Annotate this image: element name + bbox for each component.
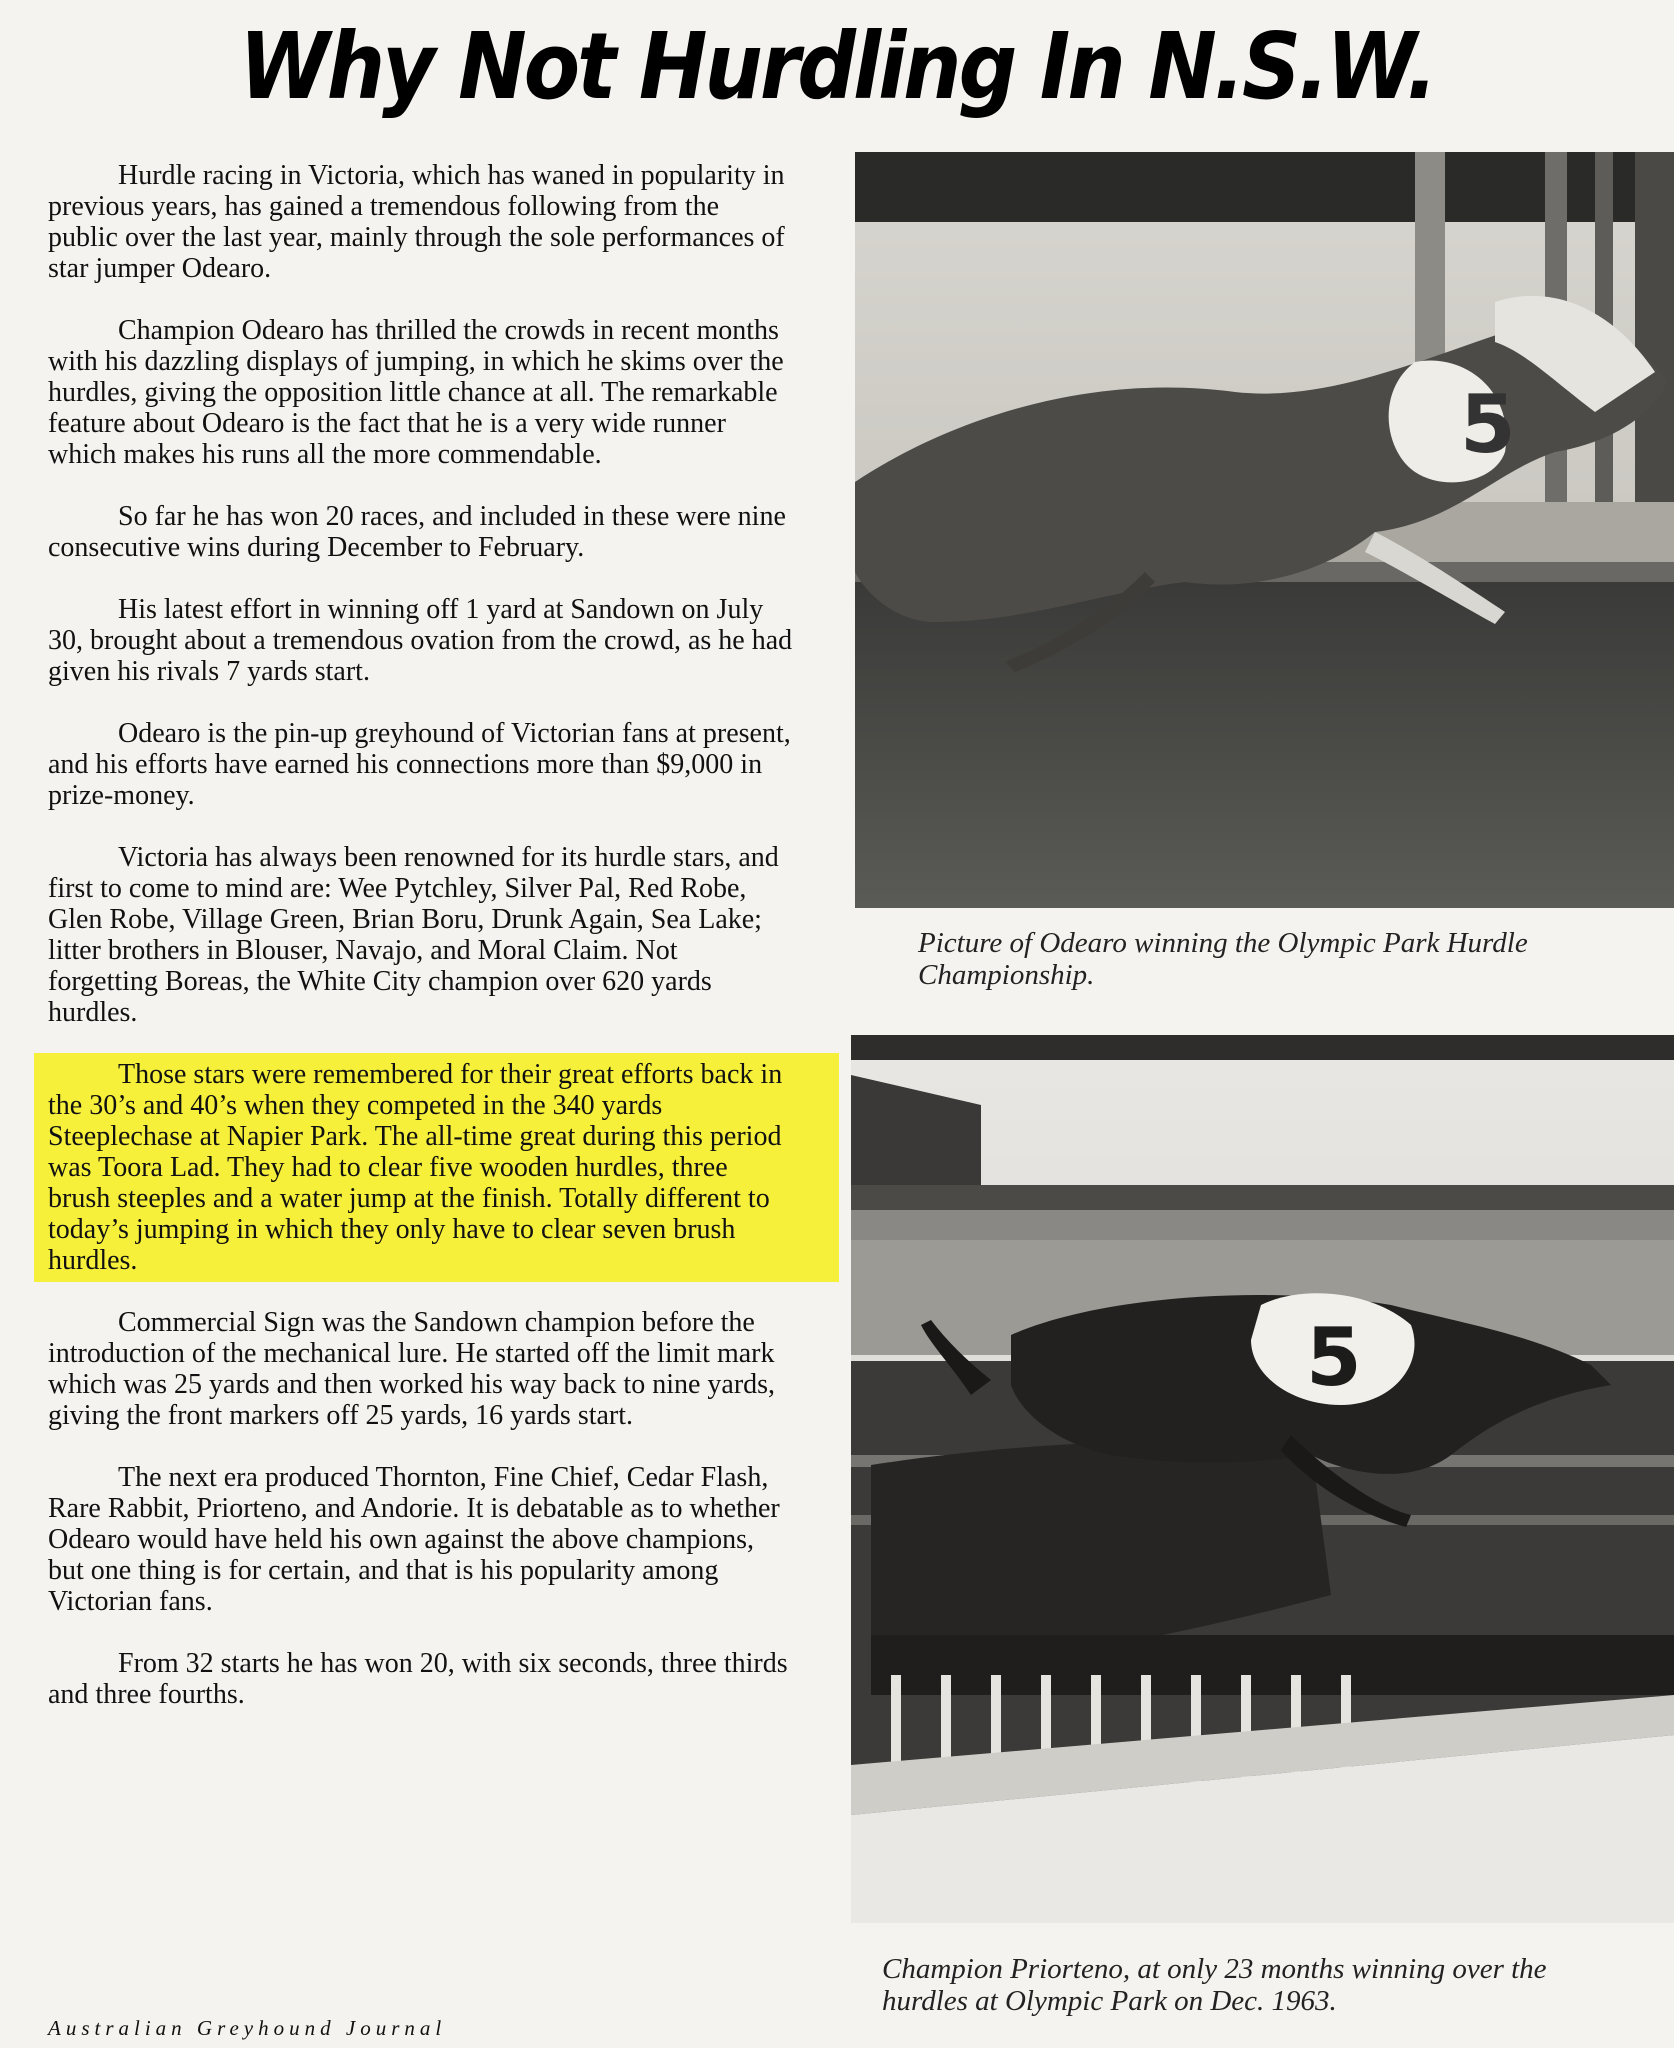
article-paragraph: Champion Odearo has thrilled the crowds in recent months with his dazzling displays of jumping, in which he skims over the hurdles, giving the opposition little chance at all. The remarkable feature about Odearo is the fact that he is a very wide runner which makes his runs all the more commendable. bbox=[48, 315, 784, 470]
article-paragraph: Odearo is the pin-up greyhound of Victorian fans at present, and his efforts have earned his connections more than $9,000 in prize-money. bbox=[48, 718, 791, 811]
article-paragraph: The next era produced Thornton, Fine Chief, Cedar Flash, Rare Rabbit, Priorteno, and Andorie. It is debatable as to whether Odearo would have held his own against the above champions, but one thing is for certain, and that is his popularity among Victorian fans. bbox=[48, 1462, 780, 1617]
article-paragraph: Victoria has always been renowned for its hurdle stars, and first to come to mind are: Wee Pytchley, Silver Pal, Red Robe, Glen Robe, Village Green, Brian Boru, Drunk Again, Sea Lake; litter brothers in Blouser, Navajo, and Moral Claim. Not forgetting Boreas, the White City champion over 620 yards hurdles. bbox=[48, 842, 779, 1028]
headline: Why Not Hurdling In N.S.W. bbox=[239, 14, 1435, 121]
photo-caption-priorteno: Champion Priorteno, at only 23 months winning over the hurdles at Olympic Park on Dec. 1963. bbox=[882, 1953, 1547, 2017]
photo-odearo-image bbox=[855, 152, 1674, 908]
article-paragraph: So far he has won 20 races, and included in these were nine consecutive wins during December to February. bbox=[48, 501, 786, 563]
photo-priorteno-image bbox=[851, 1035, 1674, 1923]
article-paragraph: Commercial Sign was the Sandown champion before the introduction of the mechanical lure. He started off the limit mark which was 25 yards and then worked his way back to nine yards, giving the front markers off 25 yards, 16 yards start. bbox=[48, 1307, 776, 1431]
photo-priorteno bbox=[851, 1035, 1674, 1923]
photo-odearo bbox=[855, 152, 1674, 908]
racing-number: 5 bbox=[1460, 378, 1516, 471]
photo-caption-odearo: Picture of Odearo winning the Olympic Park Hurdle Championship. bbox=[918, 927, 1528, 991]
article-column bbox=[48, 160, 793, 1741]
publication-footer: Australian Greyhound Journal bbox=[48, 2016, 447, 2040]
article-paragraph: His latest effort in winning off 1 yard at Sandown on July 30, brought about a tremendous ovation from the crowd, as he had given his rivals 7 yards start. bbox=[48, 594, 793, 687]
highlighted-paragraph: Those stars were remembered for their great efforts back in the 30’s and 40’s when they competed in the 340 yards Steeplechase at Napier Park. The all-time great during this period was Toora Lad. They had to clear five wooden hurdles, three brush steeples and a water jump at the finish. Totally different to today’s jumping in which they only have to clear seven brush hurdles. bbox=[48, 1059, 793, 1276]
racing-number: 5 bbox=[1306, 1311, 1362, 1404]
article-paragraph: From 32 starts he has won 20, with six seconds, three thirds and three fourths. bbox=[48, 1648, 788, 1710]
article-paragraph: Hurdle racing in Victoria, which has waned in popularity in previous years, has gained a tremendous following from the public over the last year, mainly through the sole performances of star jumper Odearo. bbox=[48, 160, 785, 284]
